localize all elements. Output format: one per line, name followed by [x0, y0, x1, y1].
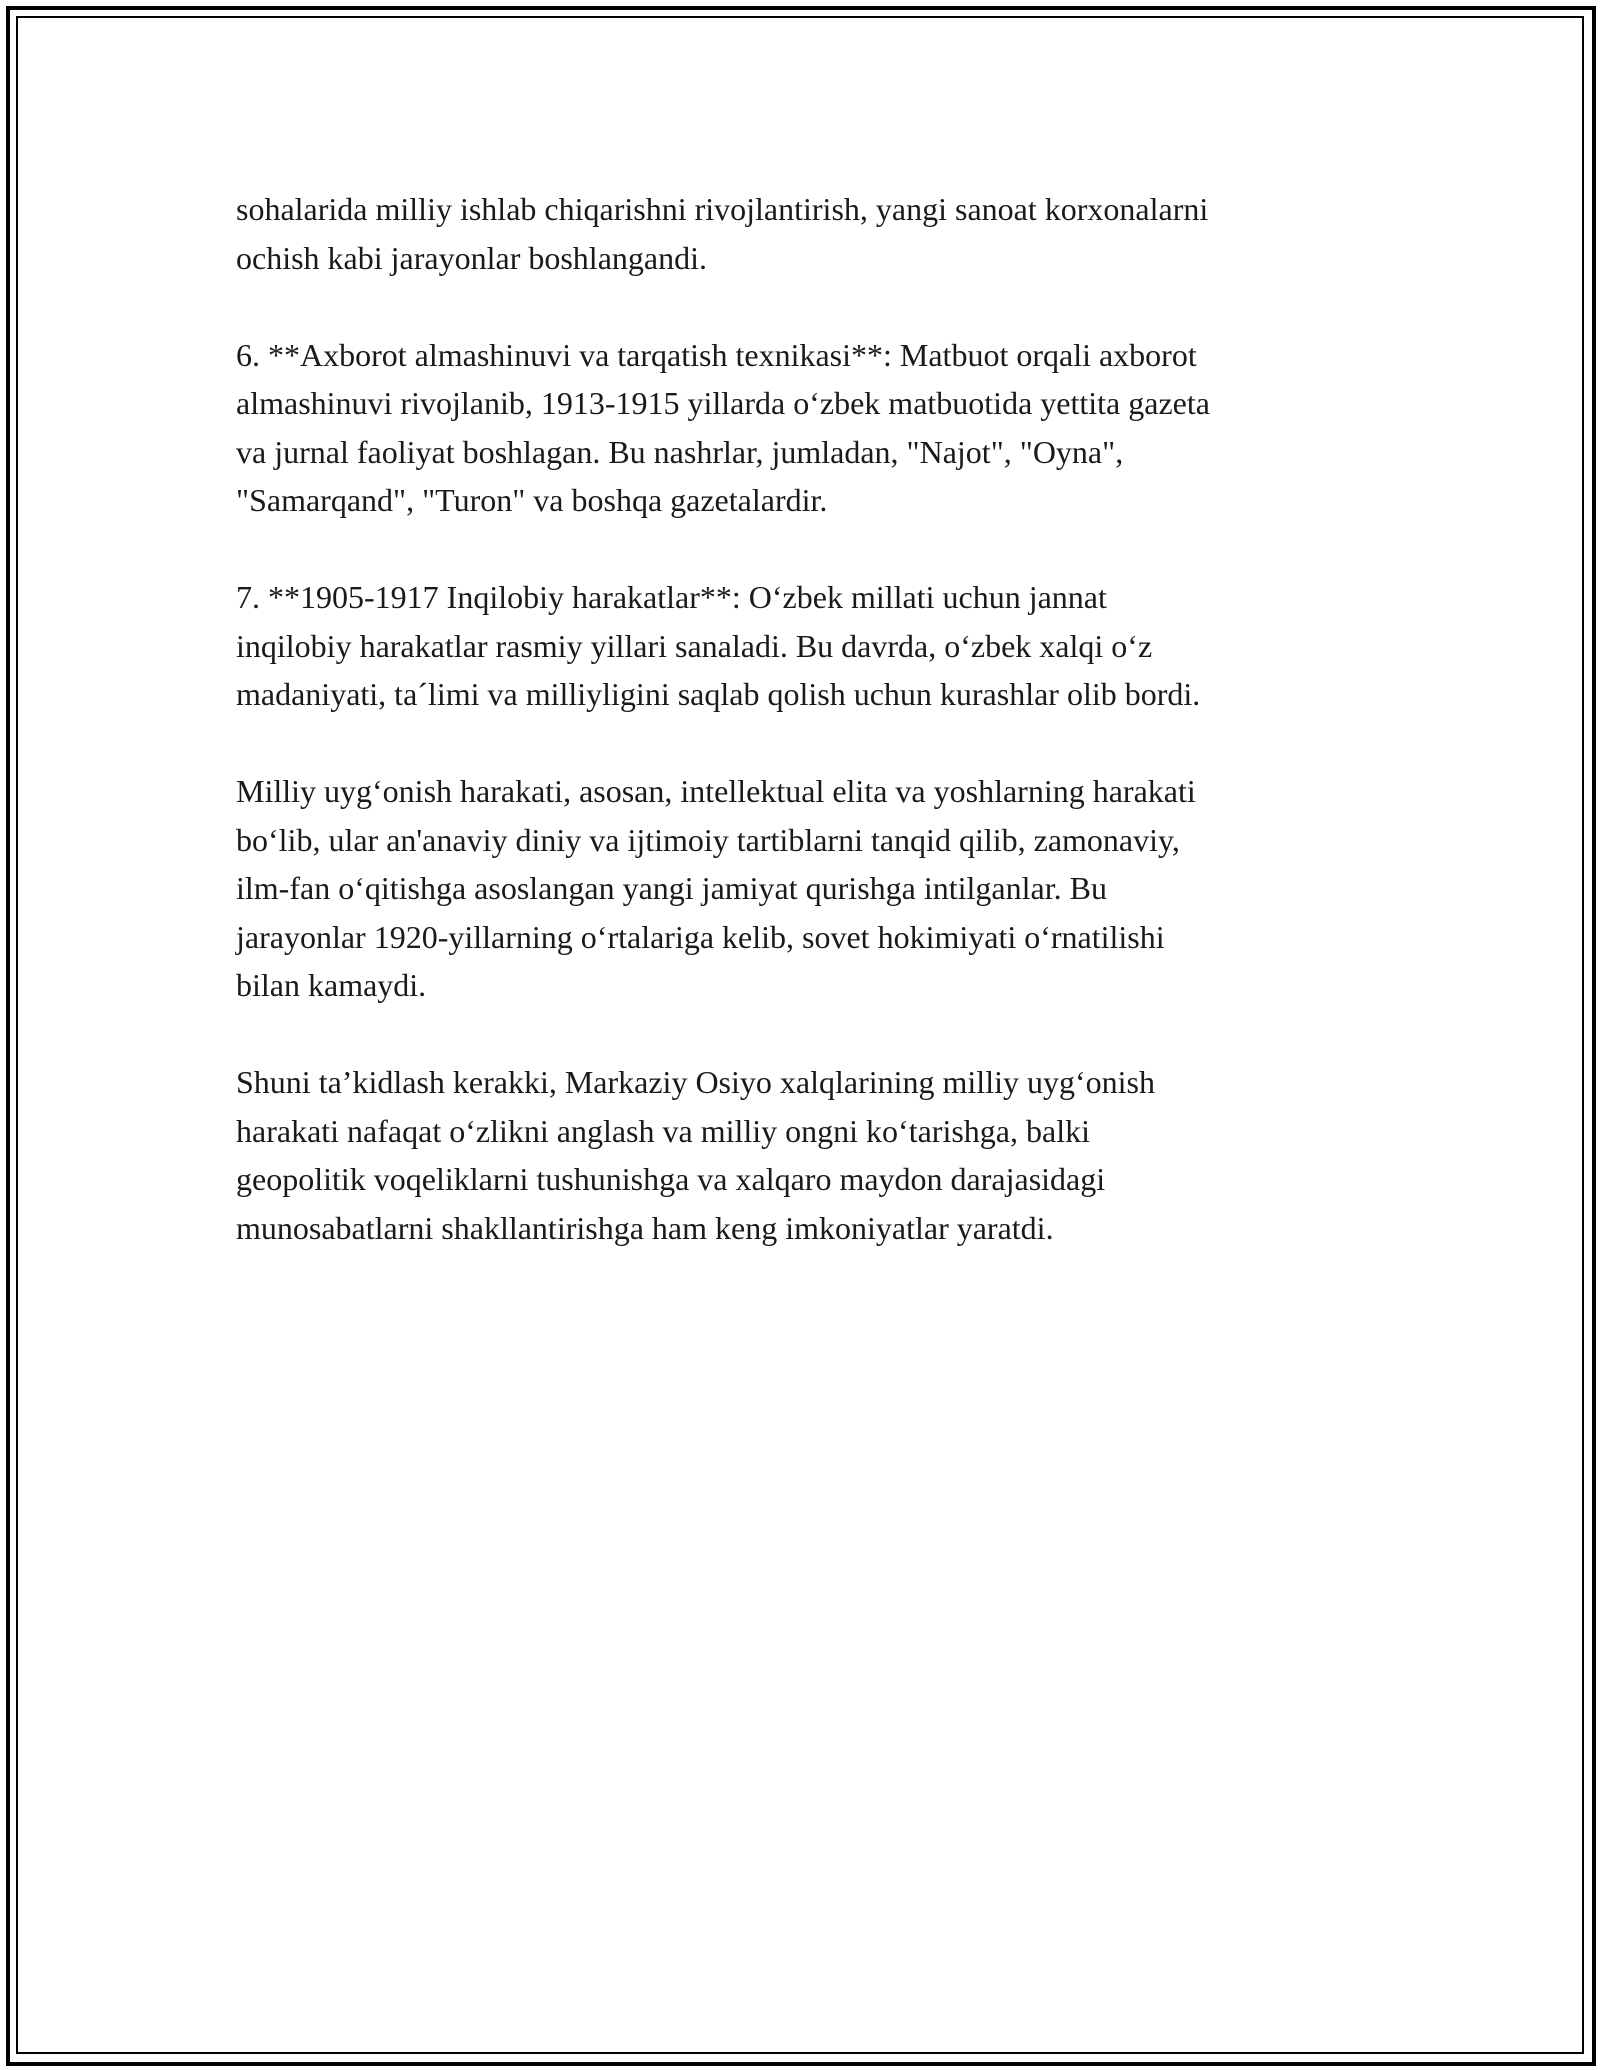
paragraph-item-7: 7. **1905-1917 Inqilobiy harakatlar**: O‘zbek millati uchun jannat inqilobiy harakatlar rasmiy yillari sanaladi. Bu davrda, o‘zbek xalqi o‘z madaniyati, ta´limi va milliyligini saqlab qolish uchun kurashlar olib bordi. [236, 579, 1201, 712]
paragraph-national-awakening: Milliy uyg‘onish harakati, asosan, intellektual elita va yoshlarning harakati bo‘lib, ular an'anaviy diniy va ijtimoiy tartiblarni tanqid qilib, zamonaviy, ilm-fan o‘qitishga asoslangan yangi jamiyat qurishga intilganlar. Bu jarayonlar 1920-yillarning o‘rtalariga kelib, sovet hokimiyati o‘rnatilishi bilan kamaydi. [236, 773, 1196, 1003]
paragraph-conclusion: Shuni ta’kidlash kerakki, Markaziy Osiyo xalqlarining milliy uyg‘onish harakati nafaqat o‘zlikni anglash va milliy ongni ko‘tarishga, balki geopolitik voqeliklarni tushunishga va xalqaro maydon darajasidagi munosabatlarni shakllantirishga ham keng imkoniyatlar yaratdi. [236, 1064, 1155, 1246]
document-body [236, 185, 1366, 1301]
paragraph-item-6: 6. **Axborot almashinuvi va tarqatish texnikasi**: Matbuot orqali axborot almashinuvi rivojlanib, 1913-1915 yillarda o‘zbek matbuotida yettita gazeta va jurnal faoliyat boshlagan. Bu nashrlar, jumladan, "Najot", "Oyna", "Samarqand", "Turon" va boshqa gazetalardir. [236, 336, 1210, 518]
paragraph-continuation: sohalarida milliy ishlab chiqarishni rivojlantirish, yangi sanoat korxonalarni ochish kabi jarayonlar boshlangandi. [236, 191, 1209, 276]
